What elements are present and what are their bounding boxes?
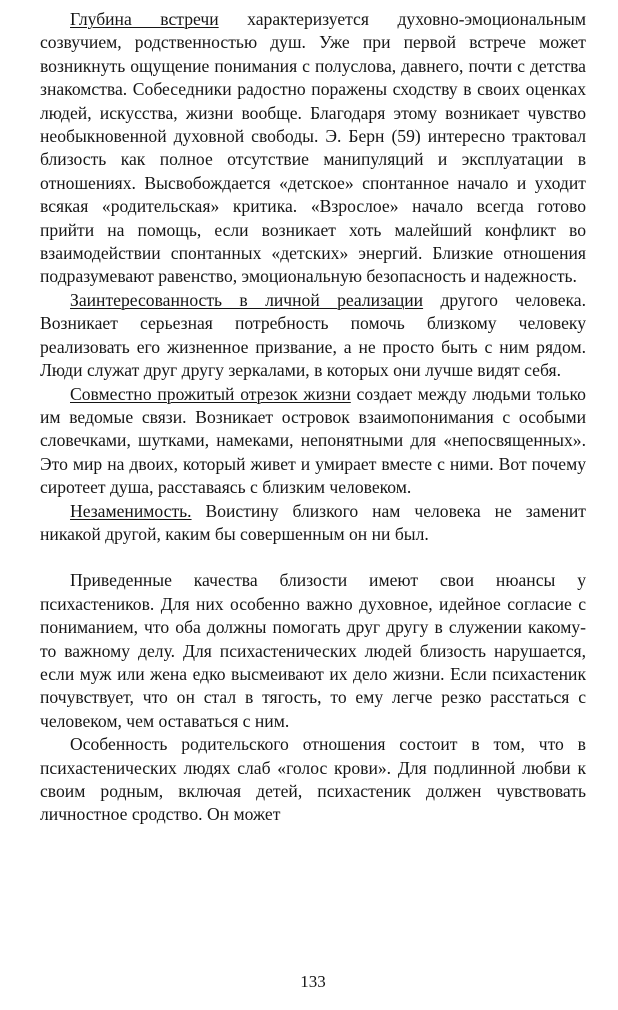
underlined-term: Заинтересованность в личной реализации [70, 289, 424, 310]
paragraph-gap [40, 546, 586, 569]
paragraph-text: Воистину близкого нам человека не заменит никакой другой, каким бы совершенным он ни был. [40, 500, 586, 544]
paragraph-shared-life [40, 383, 586, 500]
paragraph-parental-attitude [40, 733, 586, 827]
underlined-term: Глубина встречи [70, 9, 219, 29]
paragraph-irreplaceability [40, 500, 586, 547]
paragraph-depth-of-meeting [40, 8, 586, 289]
paragraph-text: характеризуется духовно-эмоциональным созвучием, родственностью душ. Уже при первой встрече может возникнуть ощущение понимания с полуслова, давнего, почти с детства знакомства. Собеседники радостно поражены сходству в своих оценках людей, искусства, жизни вообще. Благодаря этому возникает чувство необыкновенной духовной свободы. Э. Берн (59) интересно трактовал близость как полное отсутствие манипуляций и эксплуатации в отношениях. Высвобождается «детское» спонтанное начало и уходит всякая «родительская» критика. «Взрослое» начало всегда готово прийти на помощь, если возникает хоть малейший конфликт во взаимодействии спонтанных «детских» энергий. Близкие отношения подразумевают равенство, эмоциональную безопасность и надежность. [40, 9, 587, 287]
paragraph-personal-realization [40, 289, 586, 383]
paragraph-text: Особенность родительского отношения состоит в том, что в психастенических людях слаб «голос крови». Для подлинной любви к своим родным, включая детей, психастеник должен чувствовать личностное сродство. Он может [40, 734, 586, 825]
page-number: 133 [300, 972, 326, 991]
paragraph-text: другого человека. Возникает серьезная потребность помочь близкому человеку реализовать его жизненное призвание, а не просто быть с ним рядом. Люди служат друг другу зеркалами, в которых они лучше видят себя. [40, 289, 586, 381]
paragraph-text: Приведенные качества близости имеют свои нюансы у психастеников. Для них особенно важно духовное, идейное согласие с пониманием, что оба должны помогать друг другу в служении какому-то важному делу. Для психастенических людей близость нарушается, если муж или жена едко высмеивают их дело жизни. Если психастеник почувствует, что он стал в тягость, то ему легче резко расстаться с человеком, чем оставаться с ним. [40, 570, 586, 731]
paragraph-psychasthenics-nuances [40, 569, 586, 733]
book-page [40, 8, 586, 998]
paragraph-text: создает между людьми только им ведомые связи. Возникает островок взаимопонимания с особыми словечками, шутками, намеками, непонятными для «непосвященных». Это мир на двоих, который живет и умирает вместе с ними. Вот почему сиротеет душа, расставаясь с близким человеком. [40, 383, 586, 498]
underlined-term: Совместно прожитый отрезок жизни [70, 383, 351, 404]
underlined-term: Незаменимость. [70, 500, 192, 521]
